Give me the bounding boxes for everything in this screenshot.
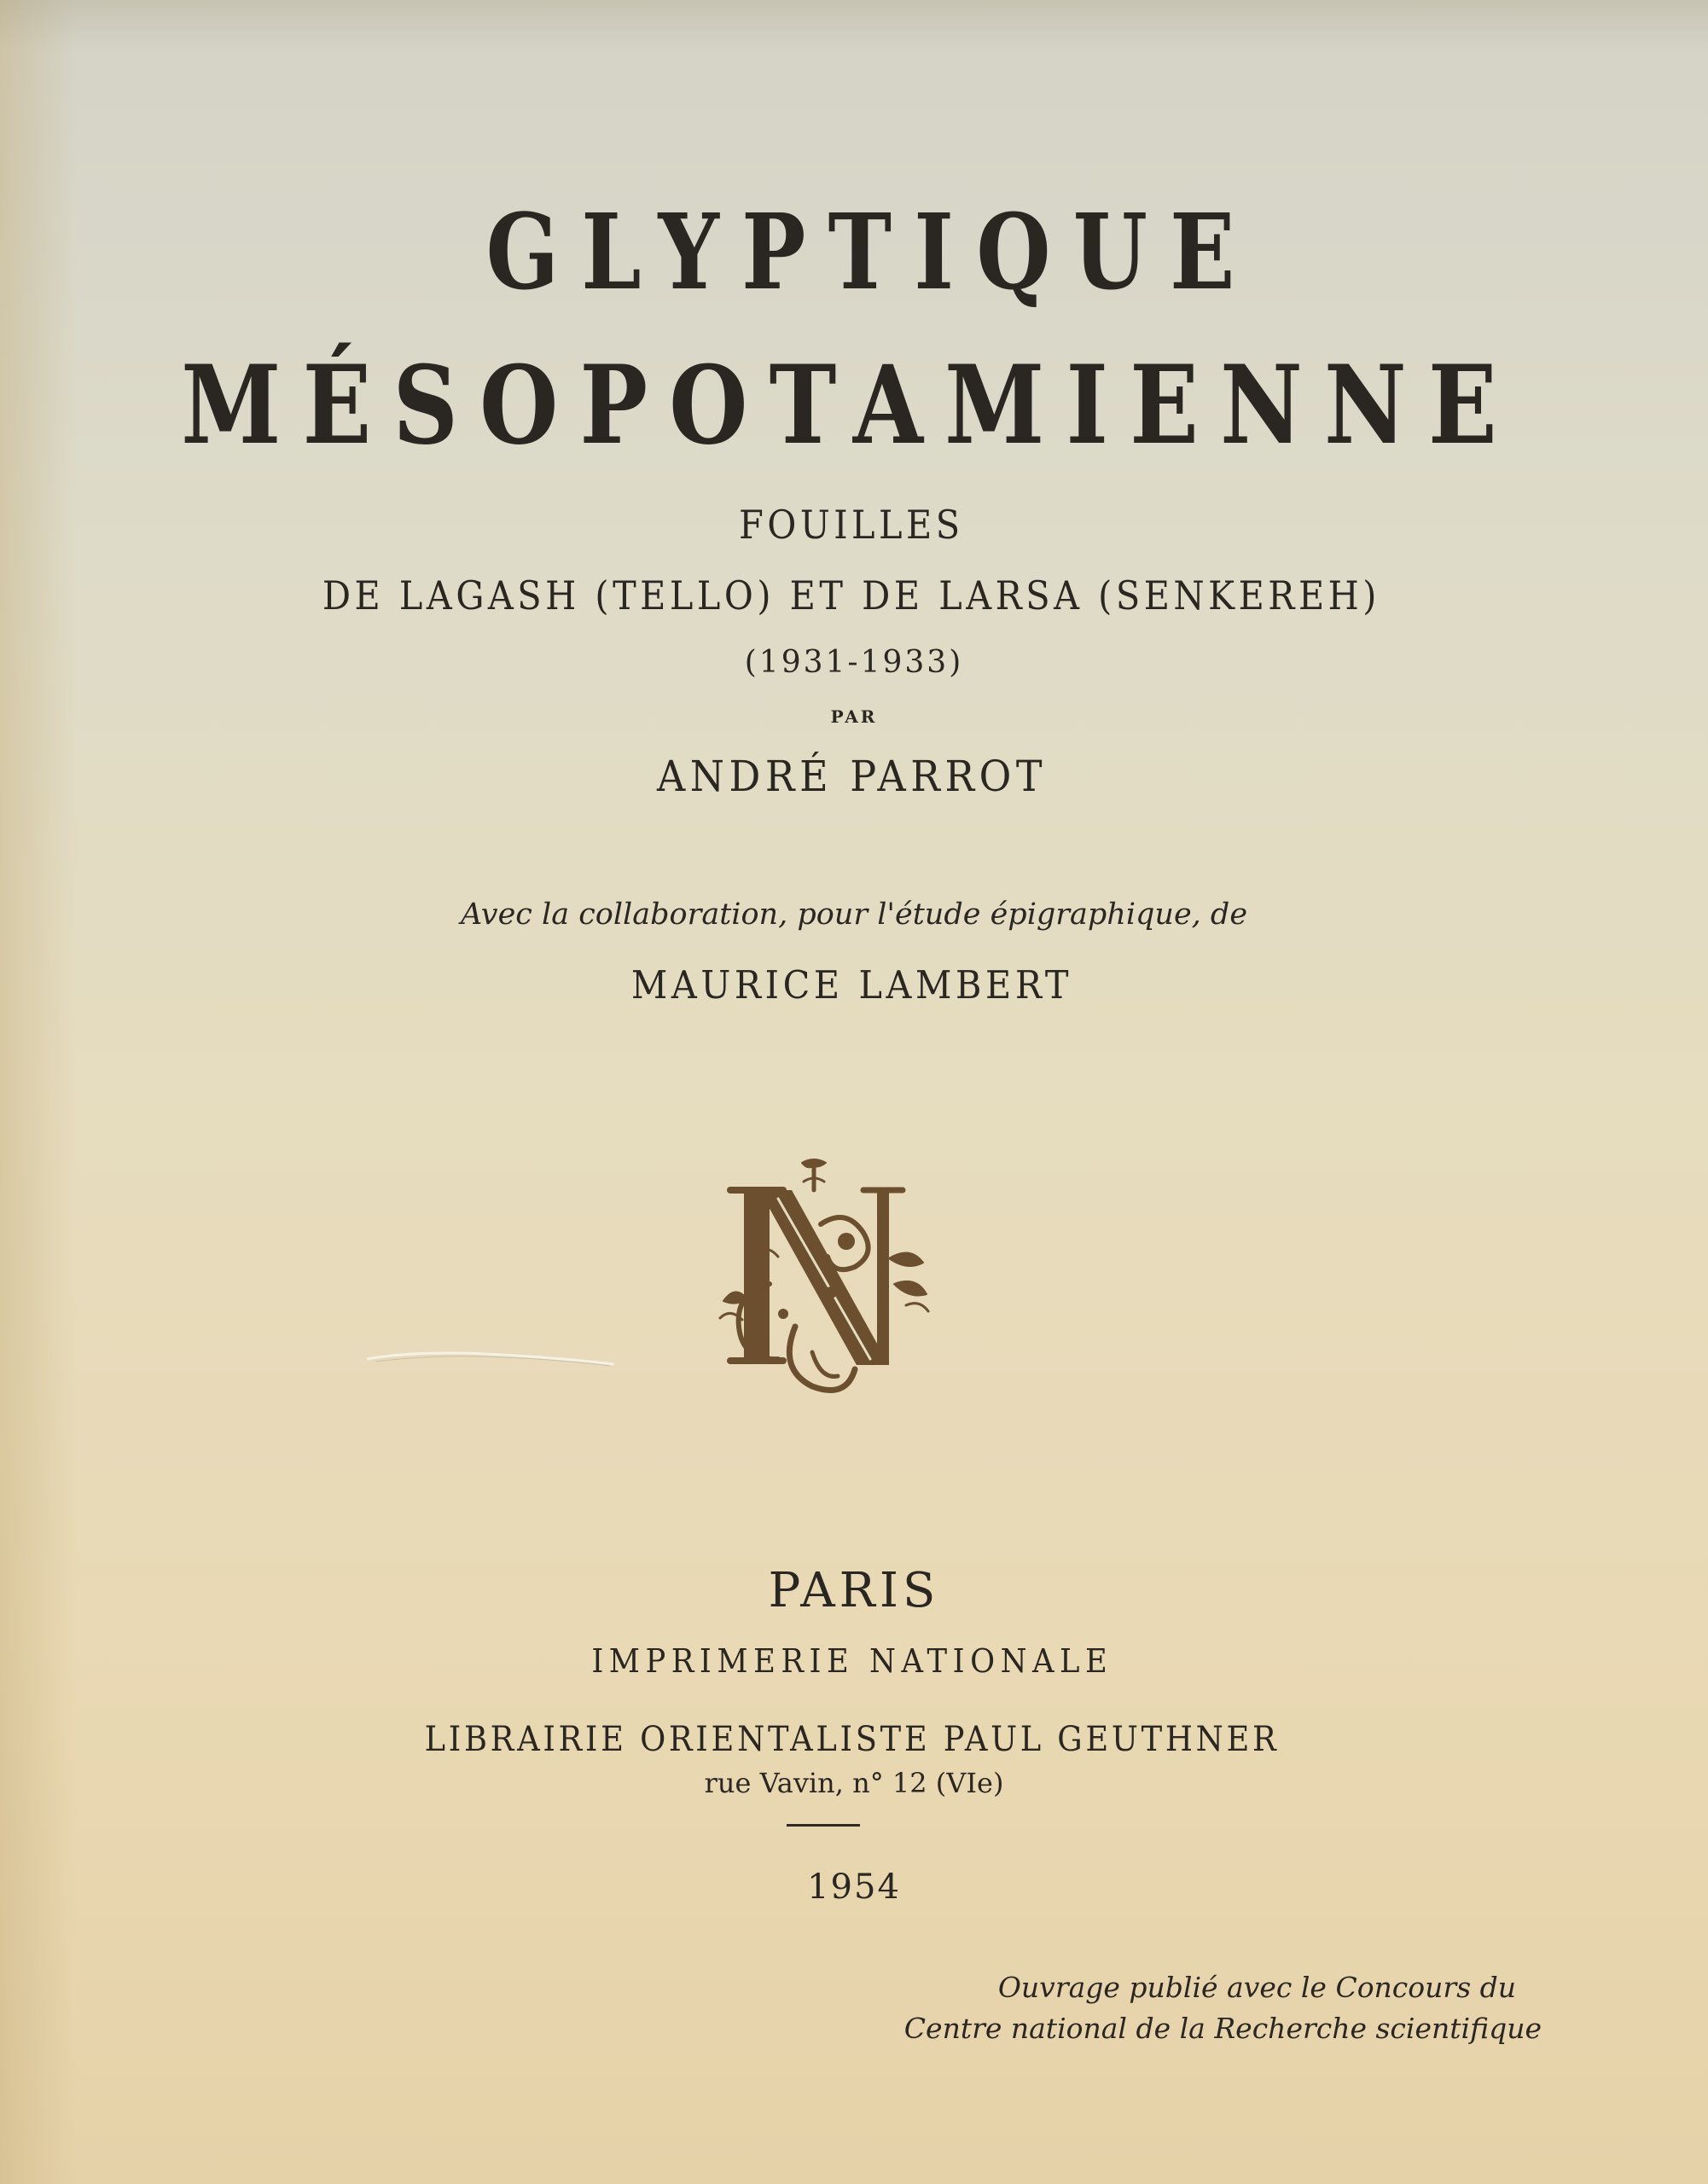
title-line-1: GLYPTIQUE <box>485 190 1258 313</box>
collaborator-name: MAURICE LAMBERT <box>630 962 1073 1008</box>
page-top-shadow <box>0 0 1708 51</box>
publisher-monogram-emblem <box>718 1156 932 1399</box>
subtitle-line-1: FOUILLES <box>739 502 964 548</box>
publisher-address: rue Vavin, n° 12 (VIe) <box>704 1767 1004 1799</box>
divider-rule <box>787 1824 860 1827</box>
publisher-name: LIBRAIRIE ORIENTALISTE PAUL GEUTHNER <box>424 1720 1280 1759</box>
funding-note-line-1: Ouvrage publié avec le Concours du <box>997 1971 1516 2004</box>
printer-name: IMPRIMERIE NATIONALE <box>591 1642 1113 1680</box>
excavation-dates: (1931-1933) <box>744 645 964 680</box>
funding-note-line-2: Centre national de la Recherche scientifique <box>903 2012 1542 2045</box>
author-name: ANDRÉ PARROT <box>657 752 1048 801</box>
subtitle-line-2: DE LAGASH (TELLO) ET DE LARSA (SENKEREH) <box>322 572 1380 619</box>
page-edge-shadow <box>0 0 77 2184</box>
title-line-2: MÉSOPOTAMIENNE <box>181 342 1519 468</box>
publication-city: PARIS <box>768 1563 940 1618</box>
publication-year: 1954 <box>807 1867 901 1907</box>
collaboration-note: Avec la collaboration, pour l'étude épigraphique, de <box>460 897 1248 932</box>
paper-crease-mark <box>367 1344 614 1369</box>
by-label: PAR <box>830 706 878 727</box>
